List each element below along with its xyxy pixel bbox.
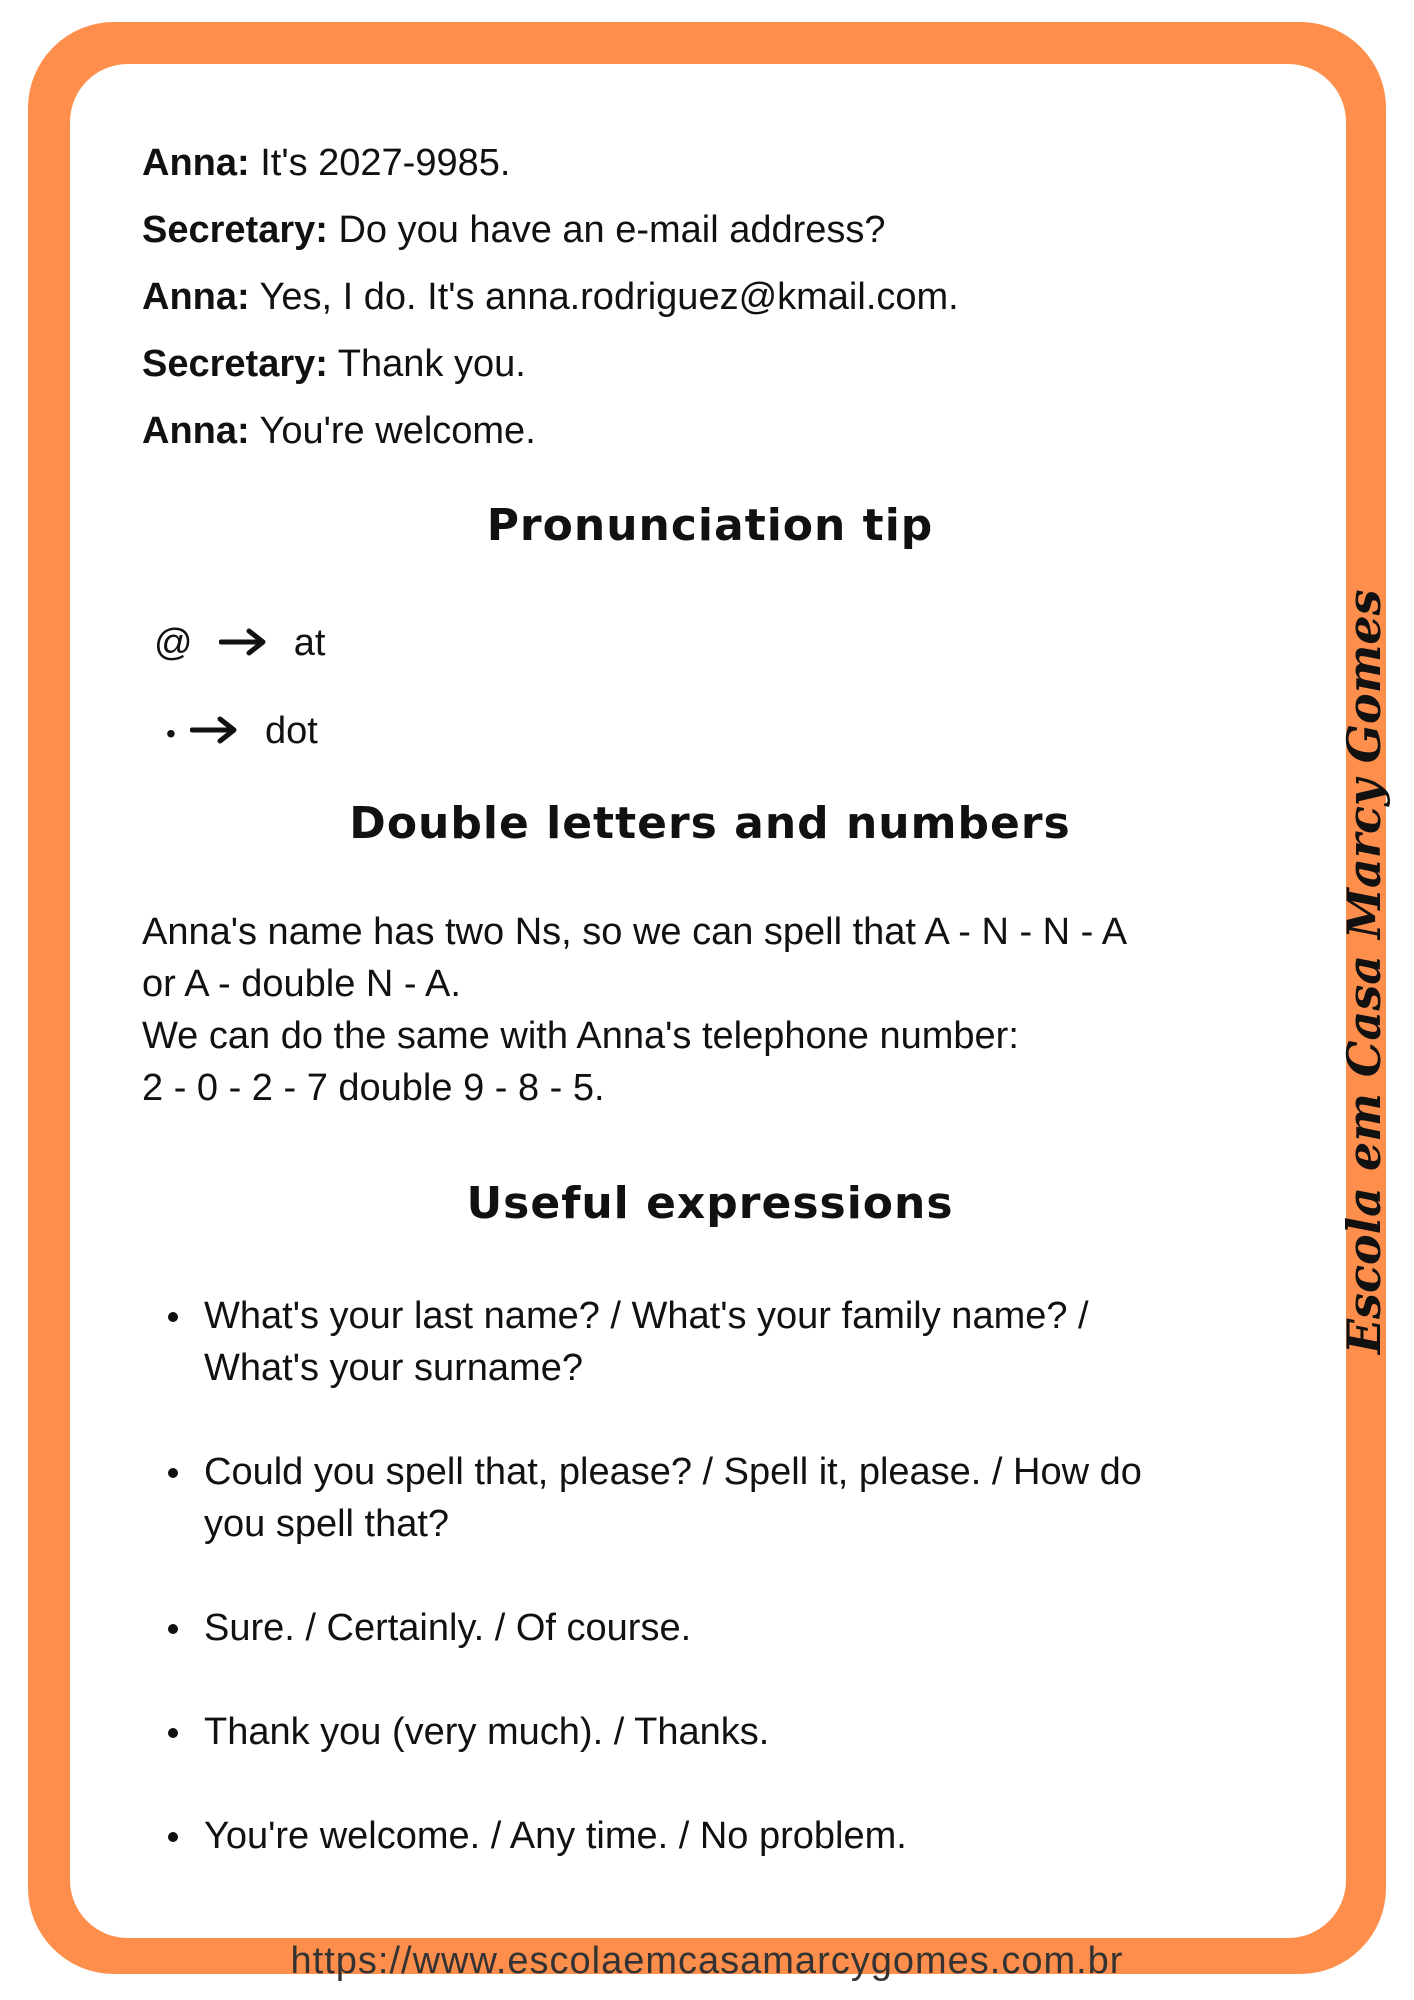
- speaker-name: Anna:: [142, 142, 250, 184]
- useful-expressions-heading: Useful expressions: [466, 1178, 954, 1229]
- paragraph-line: or A - double N - A.: [142, 963, 461, 1005]
- side-brand-text: Escola em Casa Marcy Gomes: [1337, 589, 1391, 1354]
- list-item-line: You're welcome. / Any time. / No problem.: [204, 1815, 907, 1857]
- list-item-line: Sure. / Certainly. / Of course.: [204, 1607, 692, 1649]
- list-item-line: Could you spell that, please? / Spell it, please. / How do: [204, 1451, 1142, 1493]
- footer-url[interactable]: https://www.escolaemcasamarcygomes.com.br: [290, 1940, 1124, 1982]
- list-item: [160, 1706, 1280, 1758]
- list-item: [160, 1446, 1280, 1550]
- tip-at: [154, 620, 325, 668]
- paragraph-line: 2 - 0 - 2 - 7 double 9 - 8 - 5.: [142, 1067, 605, 1109]
- dialogue-line: [142, 130, 1142, 197]
- speaker-name: Secretary:: [142, 343, 328, 385]
- dialogue-text: Yes, I do. It's anna.rodriguez@kmail.com.: [249, 276, 959, 318]
- tip-symbol: •: [166, 718, 176, 749]
- right-arrow-icon: [219, 622, 269, 668]
- speaker-name: Anna:: [142, 276, 250, 318]
- list-item-line: What's your surname?: [204, 1347, 583, 1389]
- list-item: [160, 1290, 1280, 1394]
- tip-dot: [166, 708, 318, 757]
- dialogue-line: [142, 331, 1142, 398]
- list-item-line: you spell that?: [204, 1503, 450, 1545]
- dialogue-line: [142, 398, 1142, 465]
- expressions-list: [160, 1290, 1280, 1914]
- bullet-icon: [168, 1312, 178, 1322]
- speaker-name: Anna:: [142, 410, 250, 452]
- double-letters-paragraph: [142, 906, 1262, 1114]
- list-item: [160, 1602, 1280, 1654]
- list-item-line: What's your last name? / What's your family name? /: [204, 1295, 1089, 1337]
- dialogue-text: It's 2027-9985.: [249, 142, 511, 184]
- tip-symbol: @: [154, 622, 193, 664]
- double-letters-heading: Double letters and numbers: [349, 798, 1071, 849]
- dialogue-text: You're welcome.: [249, 410, 536, 452]
- speaker-name: Secretary:: [142, 209, 328, 251]
- dialogue-text: Thank you.: [327, 343, 526, 385]
- dialogue-text: Do you have an e-mail address?: [327, 209, 886, 251]
- pronunciation-heading: Pronunciation tip: [486, 500, 934, 551]
- list-item-line: Thank you (very much). / Thanks.: [204, 1711, 770, 1753]
- dialogue-line: [142, 197, 1142, 264]
- bullet-icon: [168, 1624, 178, 1634]
- dialogue: [142, 130, 1142, 465]
- paragraph-line: We can do the same with Anna's telephone number:: [142, 1015, 1019, 1057]
- right-arrow-icon: [190, 710, 240, 756]
- dialogue-line: [142, 264, 1142, 331]
- bullet-icon: [168, 1832, 178, 1842]
- list-item: [160, 1810, 1280, 1862]
- paragraph-line: Anna's name has two Ns, so we can spell that A - N - N - A: [142, 911, 1128, 953]
- tip-word: dot: [264, 710, 318, 752]
- bullet-icon: [168, 1468, 178, 1478]
- bullet-icon: [168, 1728, 178, 1738]
- tip-word: at: [293, 622, 326, 664]
